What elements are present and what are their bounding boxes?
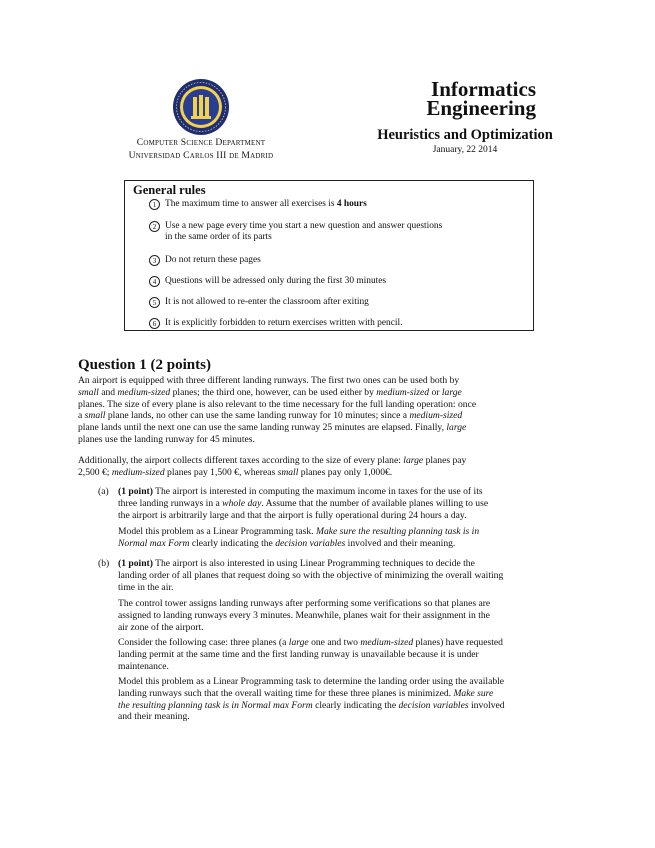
rule-text: Questions will be adressed only during the first 30 minutes [165,276,387,286]
circled-number: 2 [149,221,160,232]
rule-text: It is explicitly forbidden to return exercises written with pencil. [165,318,403,328]
question-intro: An airport is equipped with three different landing runways. The first two ones can be used both by small and medium-sized planes; the third one, however, can be used either by medium-sized or large planes. The size of every plane is also relevant to the time necessary for the full landing operation: once a small plane lands, no other can use the same landing runway for 10 minutes; since a medium-sized plane lands until the next one can use the same landing runway 25 minutes are elapsed. Finally, large planes use the landing runway for 45 minutes. [78,375,477,445]
degree-title-line2: Engineering [426,96,536,120]
rule-text: Use a new page every time you start a new question and answer questions [165,221,443,231]
rule-bold-text: 4 hours [336,199,367,209]
part-b-case: Consider the following case: three planes (a large one and two medium-sized planes) have requested landing permit at the same time and the first landing runway is unavailable because it is under maintenance. [118,637,503,672]
rule-text: The maximum time to answer all exercises is [165,199,337,209]
circled-number: 5 [149,297,160,308]
circled-number: 4 [149,276,160,287]
university-name: Universidad Carlos III de Madrid [128,150,274,161]
rule-text: It is not allowed to re-enter the classroom after exiting [165,297,369,307]
department-block [100,136,302,162]
circled-number: 6 [149,318,160,329]
rule-text: Do not return these pages [165,255,261,265]
university-seal-logo [172,78,230,136]
part-b-label: (b) [98,558,110,569]
question-taxes: Additionally, the airport collects different taxes according to the size of every plane: large planes pay 2,500 €; medium-sized planes pay 1,500 €, whereas small planes pay only 1,000€. [78,455,467,478]
rule-text: in the same order of its parts [165,232,272,242]
course-title: Heuristics and Optimization [377,127,553,143]
circled-number: 1 [149,199,160,210]
general-rules-box [124,180,534,331]
question-title: Question 1 (2 points) [78,357,211,373]
general-rules-title: General rules [133,183,206,197]
part-a-label: (a) [98,486,109,497]
part-a-statement: (1 point) The airport is interested in computing the maximum income in taxes for the use of its three landing runways in a whole day. Assume that the number of available planes willing to use the airport is arbitrarily large and that the airport is fully operational during 24 hours a day. [118,486,489,521]
part-b-model: Model this problem as a Linear Programming task to determine the landing order using the available landing runways such that the overall waiting time for these three planes is minimized. Make sure the resulting planning task is in Normal max Form clearly indicating the decision variables involved and their meaning. [118,676,505,723]
part-b-statement: (1 point) The airport is also interested in using Linear Programming techniques to decide the landing order of all planes that request doing so with the objective of minimizing the overall waiting time in the air. [118,558,504,593]
part-a-model: Model this problem as a Linear Programming task. Make sure the resulting planning task is in Normal max Form clearly indicating the decision variables involved and their meaning. [118,526,480,549]
degree-title-line1: Informatics [431,77,536,101]
part-b-control-tower: The control tower assigns landing runways after performing some verifications so that planes are assigned to landing runways every 3 minutes. Meanwhile, planes wait for their assignment in the air zone of the airport. [118,598,491,633]
circled-number: 3 [149,255,160,266]
department-name: Computer Science Department [136,137,266,148]
exam-date: January, 22 2014 [432,145,498,155]
degree-title [356,77,536,120]
